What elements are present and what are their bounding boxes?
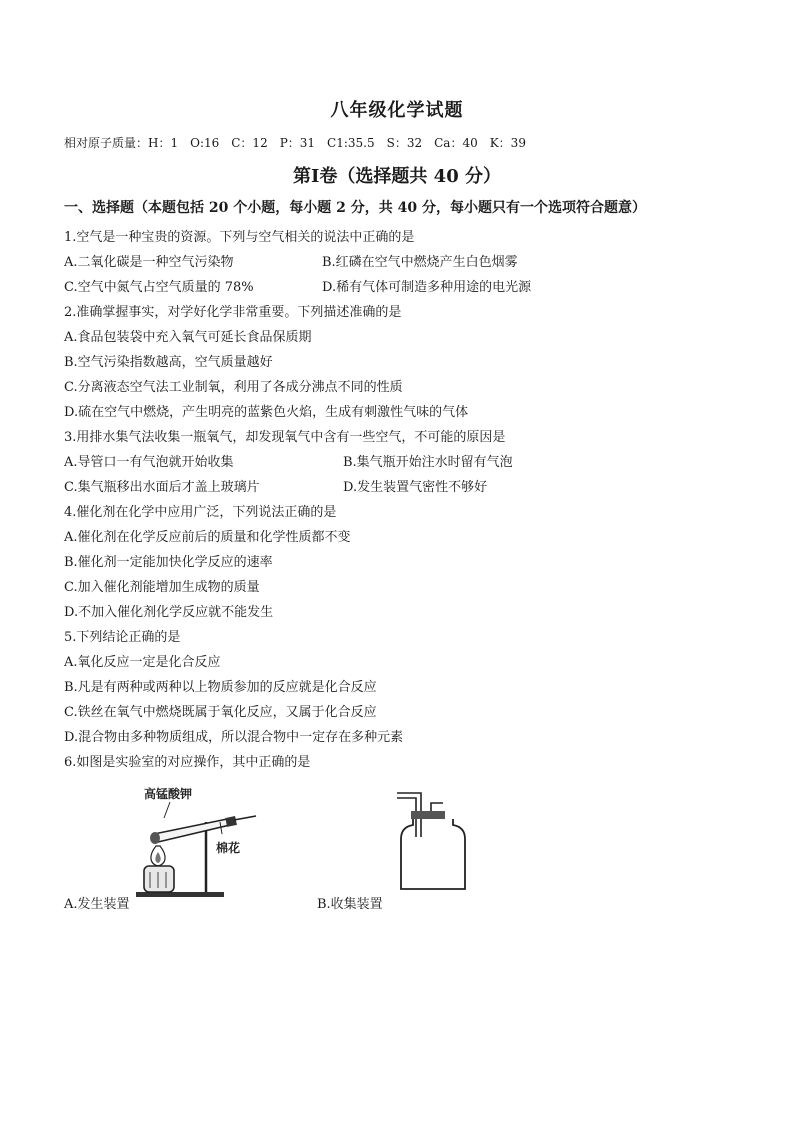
question-6-option-a: A.发生装置 [64,897,130,912]
question-1-option-c: C.空气中氮气占空气质量的 78% [64,280,254,295]
question-1-stem: 1.空气是一种宝贵的资源。下列与空气相关的说法中正确的是 [64,230,415,245]
part-one-heading: 一、选择题（本题包括 20 个小题，每小题 2 分，共 40 分，每小题只有一个选项符合题意） [64,200,646,216]
question-2-option-c: C.分离液态空气法工业制氧，利用了各成分沸点不同的性质 [64,380,403,395]
question-4-option-c: C.加入催化剂能增加生成物的质量 [64,580,260,595]
question-3-option-a: A.导管口一有气泡就开始收集 [64,455,234,470]
question-3-option-d: D.发生装置气密性不够好 [343,480,488,495]
generation-apparatus-figure [130,782,270,900]
question-6-option-b: B.收集装置 [317,897,383,912]
question-5-option-d: D.混合物由多种物质组成，所以混合物中一定存在多种元素 [64,730,404,745]
question-1-option-d: D.稀有气体可制造多种用途的电光源 [322,280,532,295]
question-3-stem: 3.用排水集气法收集一瓶氧气，却发现氧气中含有一些空气，不可能的原因是 [64,430,506,445]
question-5-stem: 5.下列结论正确的是 [64,630,181,645]
question-4-stem: 4.催化剂在化学中应用广泛，下列说法正确的是 [64,505,337,520]
atomic-masses: 相对原子质量：H：1 O:16 C：12 P：31 C1:35.5 S：32 Ca：40 K：39 [64,136,526,150]
reagent-label: 高锰酸钾 [144,787,193,801]
question-2-option-a: A.食品包装袋中充入氧气可延长食品保质期 [64,330,312,345]
question-3-option-c: C.集气瓶移出水面后才盖上玻璃片 [64,480,260,495]
question-1-option-a: A.二氧化碳是一种空气污染物 [64,255,234,270]
question-3-option-b: B.集气瓶开始注水时留有气泡 [343,455,513,470]
cotton-label: 棉花 [216,841,241,855]
question-6-stem: 6.如图是实验室的对应操作，其中正确的是 [64,755,311,770]
collection-apparatus-figure [395,785,475,893]
question-2-option-b: B.空气污染指数越高，空气质量越好 [64,355,273,370]
exam-title: 八年级化学试题 [330,100,464,121]
question-4-option-a: A.催化剂在化学反应前后的质量和化学性质都不变 [64,530,351,545]
question-1-option-b: B.红磷在空气中燃烧产生白色烟雾 [322,255,518,270]
question-2-option-d: D.硫在空气中燃烧，产生明亮的蓝紫色火焰，生成有刺激性气味的气体 [64,405,469,420]
question-4-option-b: B.催化剂一定能加快化学反应的速率 [64,555,273,570]
question-5-option-b: B.凡是有两种或两种以上物质参加的反应就是化合反应 [64,680,377,695]
question-5-option-a: A.氧化反应一定是化合反应 [64,655,221,670]
question-4-option-d: D.不加入催化剂化学反应就不能发生 [64,605,274,620]
section-title: 第Ⅰ卷（选择题共 40 分） [292,166,501,187]
question-5-option-c: C.铁丝在氧气中燃烧既属于氧化反应，又属于化合反应 [64,705,377,720]
question-2-stem: 2.准确掌握事实，对学好化学非常重要。下列描述准确的是 [64,305,402,320]
